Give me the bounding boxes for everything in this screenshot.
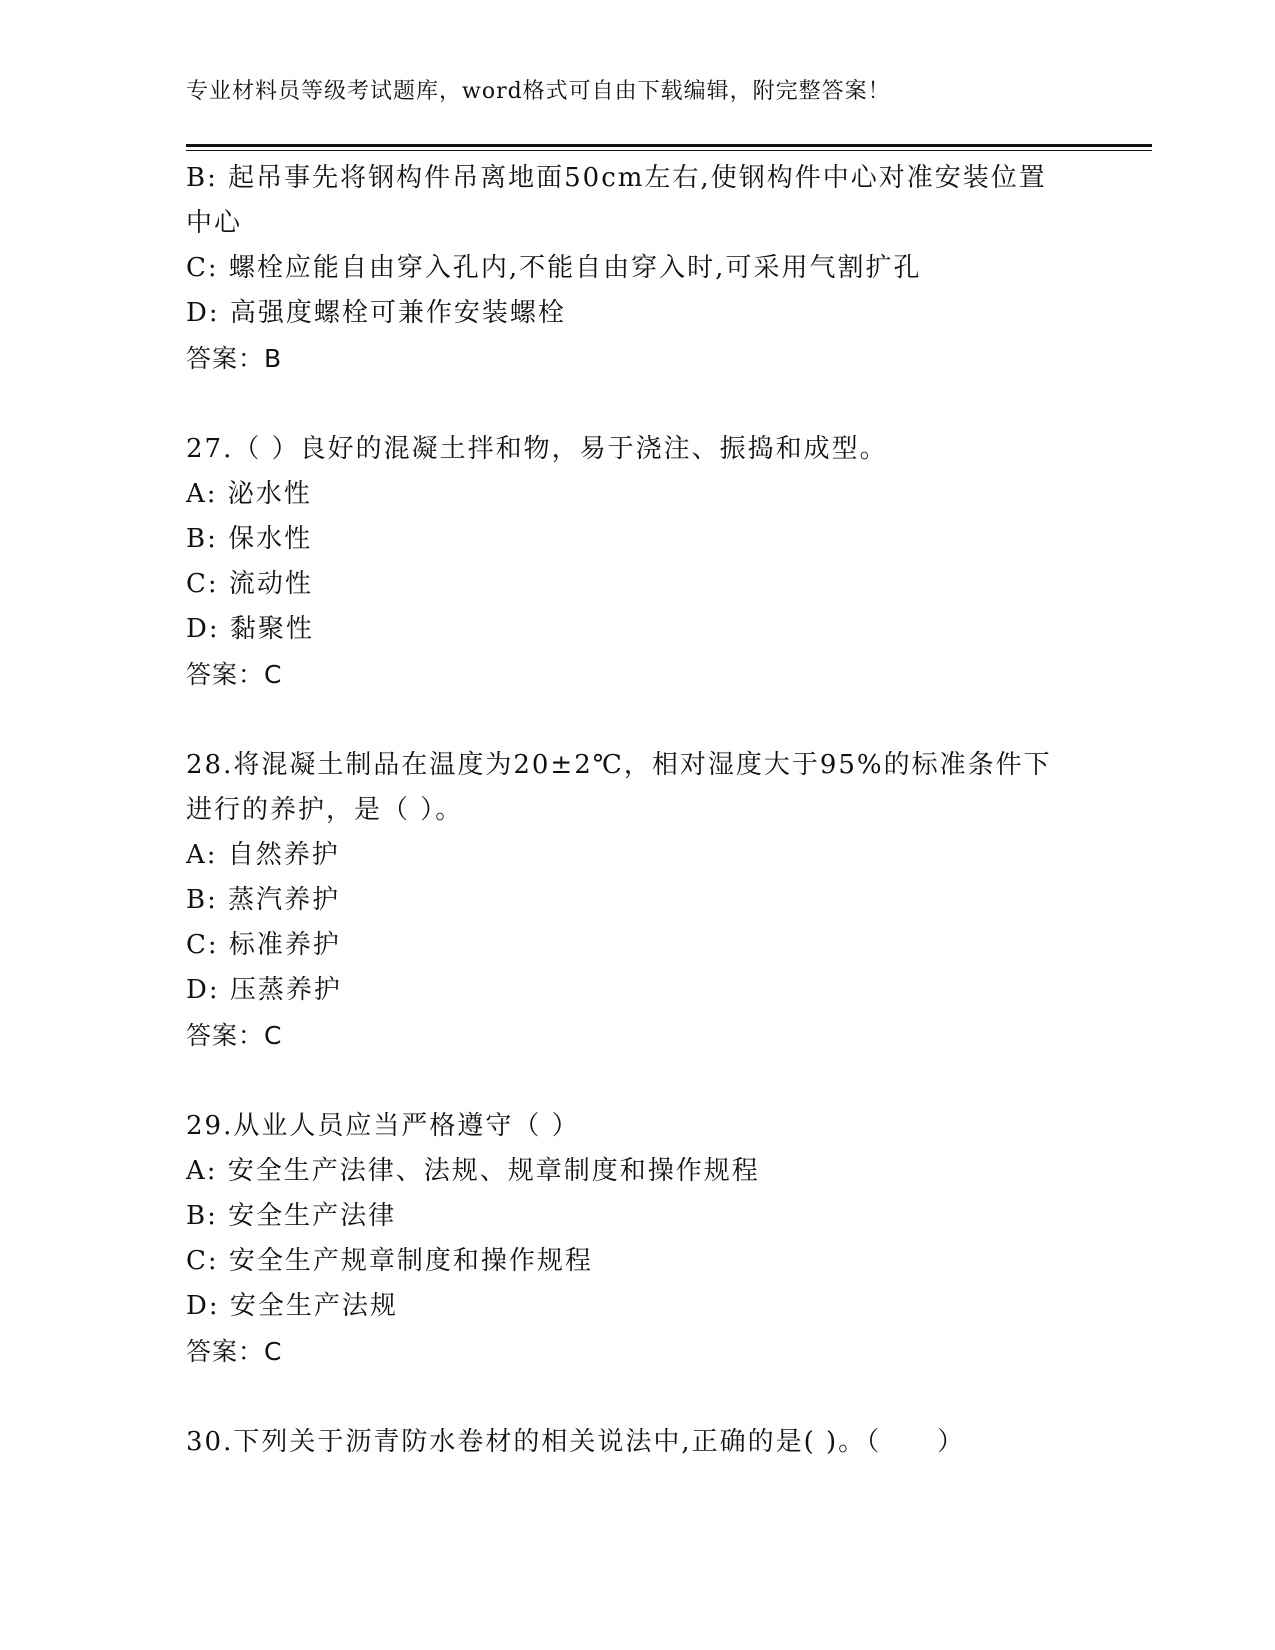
option-a: A: 自然养护: [186, 840, 340, 870]
question-block: [186, 743, 1086, 1058]
question-list: [186, 156, 1086, 1465]
answer: 答案：C: [186, 1021, 283, 1050]
page-header: 专业材料员等级考试题库，word格式可自由下载编辑，附完整答案！: [186, 79, 891, 104]
option-b-cont: 中心: [186, 208, 243, 238]
question-stem: 28.将混凝土制品在温度为20±2℃，相对湿度大于95%的标准条件下: [186, 750, 1052, 780]
question-stem: 30.下列关于沥青防水卷材的相关说法中,正确的是( )。（ ）: [186, 1427, 966, 1457]
option-d: D: 安全生产法规: [186, 1291, 398, 1321]
option-b: B: 蒸汽养护: [186, 885, 341, 915]
answer: 答案：B: [186, 344, 283, 373]
question-stem: 29.从业人员应当严格遵守（ ）: [186, 1111, 580, 1141]
header-divider-thick: [186, 144, 1152, 147]
question-stem-cont: 进行的养护，是（ ）。: [186, 795, 464, 825]
question-block: [186, 1420, 1086, 1465]
question-block: [186, 1104, 1086, 1374]
header-divider-thin: [186, 150, 1152, 151]
option-c: C: 流动性: [186, 569, 313, 599]
answer: 答案：C: [186, 660, 283, 689]
option-c: C: 螺栓应能自由穿入孔内,不能自由穿入时,可采用气割扩孔: [186, 253, 922, 283]
option-a: A: 泌水性: [186, 479, 312, 509]
option-b: B: 安全生产法律: [186, 1201, 397, 1231]
option-b: B: 起吊事先将钢构件吊离地面50cm左右,使钢构件中心对准安装位置: [186, 163, 1047, 193]
question-block: [186, 427, 1086, 697]
option-d: D: 高强度螺栓可兼作安装螺栓: [186, 298, 566, 328]
option-d: D: 黏聚性: [186, 614, 314, 644]
option-c: C: 标准养护: [186, 930, 341, 960]
option-b: B: 保水性: [186, 524, 313, 554]
option-d: D: 压蒸养护: [186, 975, 342, 1005]
option-c: C: 安全生产规章制度和操作规程: [186, 1246, 593, 1276]
question-stem: 27.（ ）良好的混凝土拌和物，易于浇注、振捣和成型。: [186, 434, 888, 464]
option-a: A: 安全生产法律、法规、规章制度和操作规程: [186, 1156, 760, 1186]
question-block: [186, 156, 1086, 381]
answer: 答案：C: [186, 1337, 283, 1366]
